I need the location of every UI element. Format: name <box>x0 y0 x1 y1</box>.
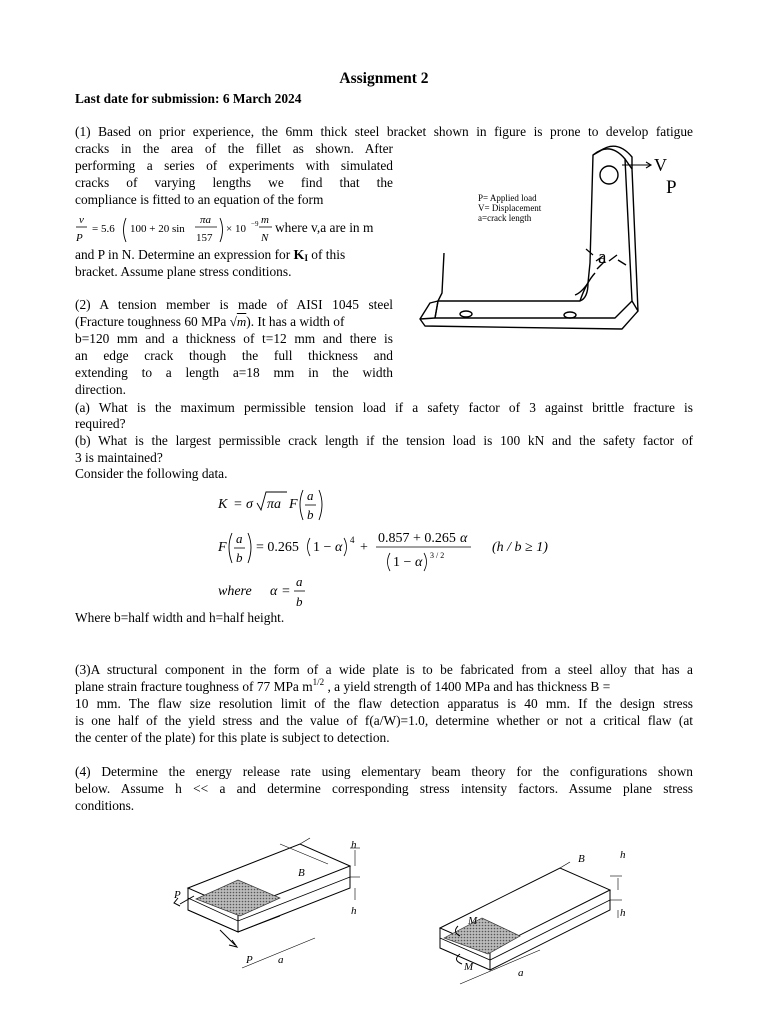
legend-load: P= Applied load <box>478 193 537 203</box>
svg-text:a: a <box>307 488 314 503</box>
q1-line-2: cracks in the area of the fillet as shown. After <box>75 141 393 156</box>
svg-text:=: = <box>282 584 290 599</box>
svg-text:v: v <box>79 214 84 226</box>
q4-line-3: conditions. <box>75 798 135 813</box>
q2-a-line-2: required? <box>75 416 126 431</box>
svg-text:+: + <box>360 540 368 555</box>
q2-line-1: (2) A tension member is made of AISI 1045 steel <box>75 297 393 312</box>
q2-line-6: direction. <box>75 382 126 397</box>
fig2-right-b: B <box>578 853 585 865</box>
svg-text:σ: σ <box>246 497 253 512</box>
svg-text:=: = <box>234 497 242 512</box>
svg-text:α: α <box>270 584 278 599</box>
svg-text:−9: −9 <box>251 220 259 228</box>
q4-line-1: (4) Determine the energy release rate using elementary beam theory for the configurations shown <box>75 764 693 779</box>
svg-text:4: 4 <box>350 535 355 545</box>
fig2-left-p-top: P <box>174 889 181 901</box>
svg-text:× 10: × 10 <box>226 223 246 235</box>
q2-line-4: an edge crack though the full thickness and <box>75 348 393 363</box>
q3-line-2-b: , a yield strength of 1400 MPa and has thickness B = <box>324 679 611 694</box>
k1-subscript: I <box>304 253 308 263</box>
svg-text:α: α <box>335 540 343 555</box>
svg-text:= 5.6: = 5.6 <box>92 223 115 235</box>
sif-equations <box>210 484 570 616</box>
svg-text:F: F <box>218 540 227 555</box>
q2-a-line-1: (a) What is the maximum permissible tension load if a safety factor of 3 against brittle fracture is <box>75 400 693 415</box>
q1-line-7 <box>75 247 345 265</box>
q3-line-1: (3)A structural component in the form of a wide plate is to be fabricated from a steel alloy that has a <box>75 662 693 677</box>
svg-text:3 / 2: 3 / 2 <box>430 551 445 560</box>
where-label: where <box>218 584 252 599</box>
q3-line-2-a: plane strain fracture toughness of 77 MPa m <box>75 679 313 694</box>
svg-text:πa: πa <box>200 214 212 226</box>
q1-line-8: bracket. Assume plane stress conditions. <box>75 264 292 279</box>
bracket-figure <box>410 143 700 335</box>
fig2-left-p-bottom: P <box>246 954 253 966</box>
submission-deadline: Last date for submission: 6 March 2024 <box>75 91 302 106</box>
svg-text:0.857 + 0.265: 0.857 + 0.265 <box>378 531 456 546</box>
legend-crack-length: a=crack length <box>478 213 532 223</box>
q3-line-3: 10 mm. The flaw size resolution limit of the flaw detection apparatus is 40 mm. If the design stress <box>75 696 693 711</box>
fig2-left-h-top: h <box>351 839 357 851</box>
svg-text:= 0.265: = 0.265 <box>256 540 299 555</box>
q2-b-line-2: 3 is maintained? <box>75 450 163 465</box>
fig2-right-a: a <box>518 967 524 979</box>
q2-line-2-b: ). It has a width of <box>246 314 345 329</box>
svg-text:b: b <box>236 550 243 565</box>
svg-text:m: m <box>261 214 269 226</box>
where-b-h-line: Where b=half width and h=half height. <box>75 610 285 625</box>
svg-text:1 −: 1 − <box>393 555 412 570</box>
svg-text:b: b <box>296 594 303 609</box>
condition-label: (h / b ≥ 1) <box>492 540 548 555</box>
label-v: V <box>654 155 667 175</box>
q4-line-2: below. Assume h << a and determine corresponding stress intensity factors. Assume plane stress <box>75 781 693 796</box>
q3-line-5: the center of the plate) for this plate is subject to detection. <box>75 730 390 745</box>
fig2-right-h-bottom: h <box>620 907 626 919</box>
fig2-left-b: B <box>298 867 305 879</box>
q3-line-2 <box>75 679 610 696</box>
q2-line-3: b=120 mm and a thickness of t=12 mm and there is <box>75 331 393 346</box>
svg-text:πa: πa <box>267 497 282 512</box>
sqrt-m-symbol: √m <box>229 314 247 329</box>
svg-text:P: P <box>76 232 83 244</box>
svg-text:K: K <box>218 497 228 512</box>
svg-text:1 −: 1 − <box>313 540 332 555</box>
q2-line-5: extending to a length a=18 mm in the width <box>75 365 393 380</box>
q2-line-2 <box>75 314 344 331</box>
k1-symbol: K <box>293 248 305 263</box>
q1-line-7-b: of this <box>307 247 346 262</box>
q2-line-2-a: (Fracture toughness 60 MPa <box>75 314 230 329</box>
fig2-right-m-top: M <box>468 915 478 927</box>
svg-text:F: F <box>289 497 298 512</box>
svg-text:157: 157 <box>196 232 213 244</box>
svg-text:α: α <box>415 555 423 570</box>
dcb-force-figure <box>160 828 380 988</box>
fig2-left-a: a <box>278 954 284 966</box>
q3-exponent: 1/2 <box>312 677 325 687</box>
svg-text:100 + 20 sin: 100 + 20 sin <box>130 223 185 235</box>
q1-line-4: cracks of varying lengths we find that the <box>75 175 393 190</box>
q3-line-4: is one half of the yield stress and the value of f(a/W)=1.0, determine whether or not a critical flaw (at <box>75 713 693 728</box>
consider-data: Consider the following data. <box>75 466 228 481</box>
fig2-left-h-bottom: h <box>351 905 357 917</box>
q1-line-3: performing a series of experiments with simulated <box>75 158 393 173</box>
dcb-moment-figure <box>430 828 650 988</box>
q1-line-1: (1) Based on prior experience, the 6mm thick steel bracket shown in figure is prone to develop fatigue <box>75 124 693 139</box>
svg-text:a: a <box>236 531 243 546</box>
label-p: P <box>666 177 677 198</box>
compliance-equation <box>75 210 275 246</box>
svg-text:N: N <box>261 232 269 244</box>
fig2-right-m-bottom: M <box>464 961 474 973</box>
label-crack-a: a <box>598 247 607 268</box>
q2-b-line-1: (b) What is the largest permissible crack length if the tension load is 100 kN and the safety factor of <box>75 433 693 448</box>
q1-units-note: where v,a are in m <box>275 220 374 235</box>
q1-line-7-a: and P in N. Determine an expression for <box>75 247 294 262</box>
fig2-right-h-top: h <box>620 849 626 861</box>
svg-text:a: a <box>296 574 303 589</box>
svg-text:α: α <box>460 531 468 546</box>
svg-text:b: b <box>307 507 314 522</box>
q1-line-5: compliance is fitted to an equation of the form <box>75 192 324 207</box>
legend-displacement: V= Displacement <box>478 203 542 213</box>
page-title: Assignment 2 <box>339 70 429 87</box>
